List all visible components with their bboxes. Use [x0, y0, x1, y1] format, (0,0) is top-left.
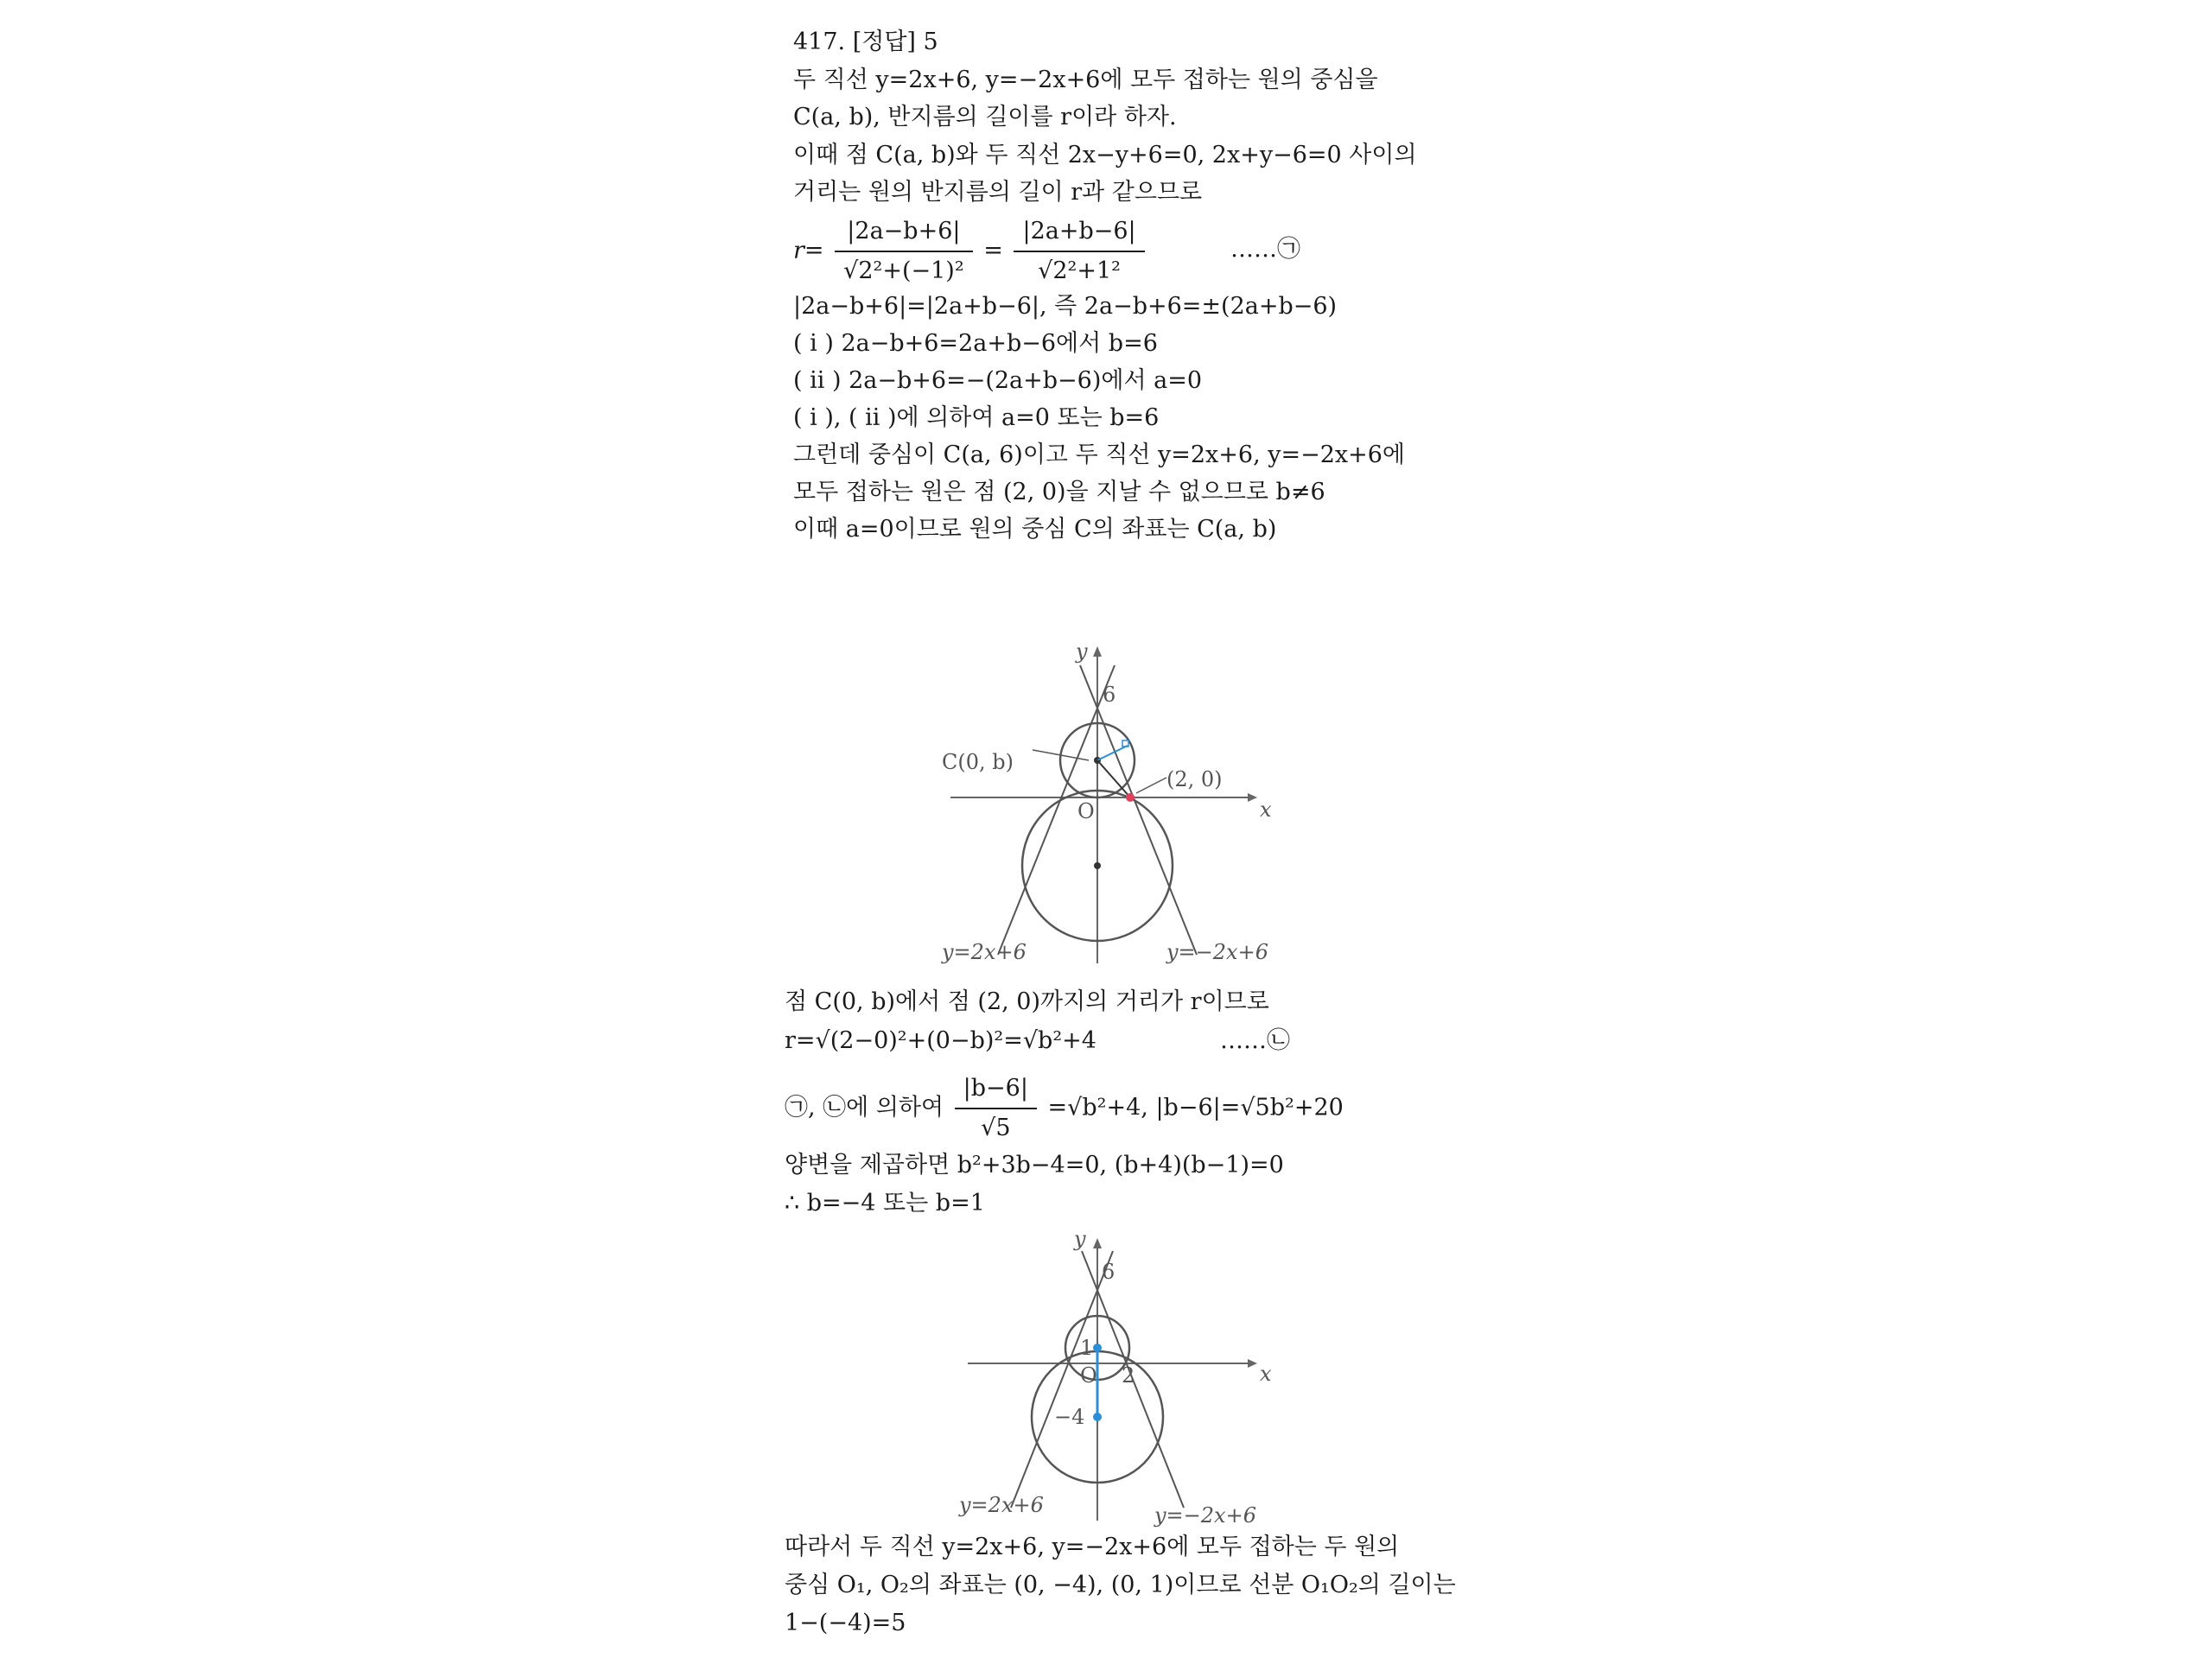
fig2-label-2: 2 [1122, 1363, 1135, 1388]
eq1-tag: ……㉠ [1230, 236, 1300, 263]
fig2-intercept-label: 6 [1102, 1260, 1116, 1284]
eq1-fraction-1 [835, 214, 973, 289]
eq1-denominator-1: √2²+(−1)² [843, 257, 964, 284]
text-line: 1−(−4)=5 [785, 1610, 906, 1636]
text-line: 중심 O₁, O₂의 좌표는 (0, −4), (0, 1)이므로 선분 O₁O₂의 길이는 [785, 1572, 1456, 1598]
eq1-fraction-2 [1014, 214, 1144, 289]
text-line: |2a−b+6|=|2a+b−6|, 즉 2a−b+6=±(2a+b−6) [793, 293, 1338, 320]
fig2-line-left-label: y=2x+6 [959, 1493, 1044, 1517]
eq1-equals: = [983, 237, 1003, 264]
leader-point [1136, 778, 1166, 793]
equation-3 [785, 1071, 1344, 1146]
figure-1 [933, 631, 1313, 976]
eq1-numerator-2: |2a+b−6| [1014, 214, 1144, 252]
text-line: 따라서 두 직선 y=2x+6, y=−2x+6에 모두 접하는 두 원의 [785, 1534, 1400, 1560]
fig2-label-1: 1 [1080, 1336, 1094, 1360]
answer-header: 417. [정답] 5 [793, 29, 938, 55]
eq3-rest: =√b²+4, |b−6|=√5b²+20 [1047, 1094, 1344, 1121]
x-axis-arrow [1248, 793, 1257, 802]
text-line: 양변을 제곱하면 b²+3b−4=0, (b+4)(b−1)=0 [785, 1152, 1284, 1178]
equation-2 [785, 1026, 1096, 1056]
center-o1-point [1093, 1413, 1102, 1421]
eq3-denominator: √5 [981, 1115, 1011, 1141]
fig1-line-right-label: y=−2x+6 [1166, 940, 1268, 964]
fig2-y-label: y [1074, 1227, 1086, 1251]
eq3-prefix: ㉠, ㉡에 의하여 [785, 1094, 944, 1121]
eq2-text: r=√(2−0)²+(0−b)²=√b²+4 [785, 1027, 1096, 1054]
text-line: 두 직선 y=2x+6, y=−2x+6에 모두 접하는 원의 중심을 [793, 67, 1378, 93]
text-line: 거리는 원의 반지름의 길이 r과 같으므로 [793, 179, 1203, 206]
fig1-origin-label: O [1077, 799, 1095, 823]
text-line: 모두 접하는 원은 점 (2, 0)을 지날 수 없으므로 b≠6 [793, 479, 1325, 505]
fig2-label-neg4: −4 [1054, 1405, 1085, 1429]
equation-1 [793, 214, 1148, 289]
text-line: ∴ b=−4 또는 b=1 [785, 1190, 985, 1217]
text-line: ( i ), ( ii )에 의하여 a=0 또는 b=6 [793, 404, 1160, 431]
text-line: 이때 a=0이므로 원의 중심 C의 좌표는 C(a, b) [793, 516, 1277, 543]
y-axis-arrow [1093, 1238, 1102, 1248]
text-line: 이때 점 C(a, b)와 두 직선 2x−y+6=0, 2x+y−6=0 사이의 [793, 142, 1417, 168]
fig1-line-left-label: y=2x+6 [942, 940, 1027, 964]
eq2-tag: ……㉡ [1220, 1027, 1290, 1054]
figure-2-graph [950, 1227, 1296, 1529]
x-axis-arrow [1248, 1359, 1257, 1368]
text-line: 그런데 중심이 C(a, 6)이고 두 직선 y=2x+6, y=−2x+6에 [793, 441, 1406, 468]
figure-2 [950, 1227, 1296, 1529]
fig1-point-label: (2, 0) [1166, 767, 1223, 791]
large-center-point [1094, 862, 1101, 869]
fig2-origin-label: O [1080, 1363, 1097, 1388]
y-axis-arrow [1093, 646, 1102, 657]
text-line: C(a, b), 반지름의 길이를 r이라 하자. [793, 104, 1177, 130]
center-o2-point [1093, 1344, 1102, 1352]
text-line: 점 C(0, b)에서 점 (2, 0)까지의 거리가 r이므로 [785, 988, 1269, 1015]
text-line: ( i ) 2a−b+6=2a+b−6에서 b=6 [793, 330, 1158, 357]
fig1-center-label: C(0, b) [942, 750, 1014, 774]
fig2-line-right-label: y=−2x+6 [1154, 1503, 1256, 1528]
eq1-lhs: r= [793, 237, 824, 264]
eq1-denominator-2: √2²+1² [1038, 257, 1121, 284]
fig1-y-label: y [1076, 639, 1088, 664]
point-2-0 [1126, 793, 1135, 802]
fig1-intercept-label: 6 [1103, 683, 1116, 707]
eq1-numerator-1: |2a−b+6| [835, 214, 973, 252]
fig1-x-label: x [1260, 797, 1272, 822]
figure-1-graph [933, 631, 1313, 976]
eq3-numerator: |b−6| [955, 1071, 1037, 1109]
text-line: ( ii ) 2a−b+6=−(2a+b−6)에서 a=0 [793, 367, 1203, 394]
eq3-fraction [955, 1071, 1037, 1146]
fig2-x-label: x [1260, 1362, 1272, 1386]
